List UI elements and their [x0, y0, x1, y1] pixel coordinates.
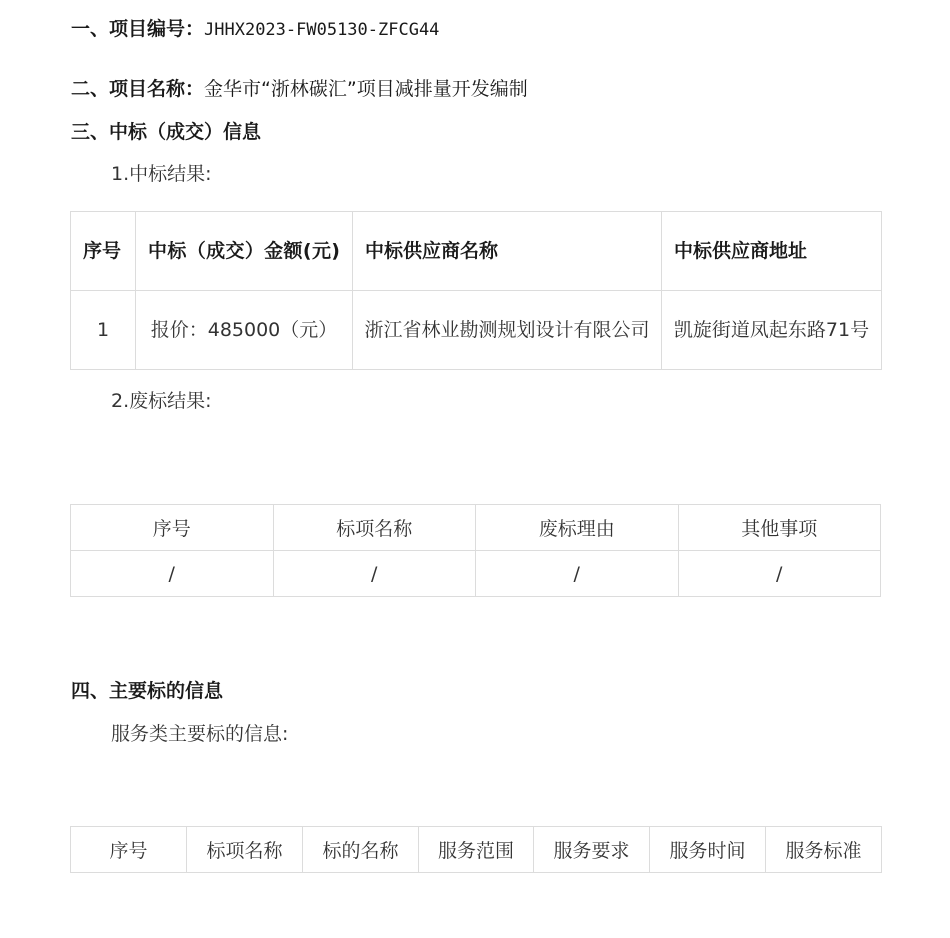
service-table [70, 826, 882, 873]
failed-cell: / [71, 551, 274, 597]
header-other-matters: 其他事项 [678, 505, 881, 551]
project-number-value: JHHX2023-FW05130-ZFCG44 [204, 20, 440, 40]
failed-result-caption: 2.废标结果: [111, 390, 212, 412]
award-amount: 报价：485000（元） [136, 291, 353, 370]
header-failure-reason: 废标理由 [476, 505, 679, 551]
award-supplier-address: 凯旋街道凤起东路71号 [662, 291, 882, 370]
header-service-standard: 服务标准 [766, 827, 882, 873]
header-service-scope: 服务范围 [419, 827, 534, 873]
table-row [71, 551, 881, 597]
header-amount: 中标（成交）金额(元) [136, 212, 353, 291]
main-subject-heading: 四、主要标的信息 [71, 680, 224, 702]
table-row [71, 291, 882, 370]
award-serial: 1 [71, 291, 136, 370]
award-info-heading: 三、中标（成交）信息 [71, 121, 262, 143]
failed-table-header [71, 505, 881, 551]
header-supplier-address: 中标供应商地址 [662, 212, 882, 291]
header-supplier-name: 中标供应商名称 [353, 212, 662, 291]
failed-table [70, 504, 881, 597]
header-subject-name: 标的名称 [303, 827, 419, 873]
project-name [71, 74, 528, 101]
header-serial: 序号 [71, 827, 187, 873]
project-name-label: 二、项目名称： [71, 78, 205, 100]
project-number-label: 一、项目编号： [71, 18, 205, 40]
project-number [71, 14, 439, 41]
award-result-caption: 1.中标结果: [111, 163, 212, 185]
award-supplier-name: 浙江省林业勘测规划设计有限公司 [353, 291, 662, 370]
award-table-header [71, 212, 882, 291]
failed-cell: / [273, 551, 476, 597]
header-service-time: 服务时间 [650, 827, 766, 873]
header-lot-name: 标项名称 [187, 827, 303, 873]
header-serial: 序号 [71, 505, 274, 551]
failed-cell: / [476, 551, 679, 597]
header-serial: 序号 [71, 212, 136, 291]
award-table [70, 211, 882, 370]
failed-cell: / [678, 551, 881, 597]
project-name-value: 金华市“浙林碳汇”项目减排量开发编制 [204, 78, 528, 100]
service-subject-caption: 服务类主要标的信息: [111, 723, 289, 745]
service-table-header [71, 827, 882, 873]
header-lot-name: 标项名称 [273, 505, 476, 551]
header-service-requirements: 服务要求 [534, 827, 650, 873]
